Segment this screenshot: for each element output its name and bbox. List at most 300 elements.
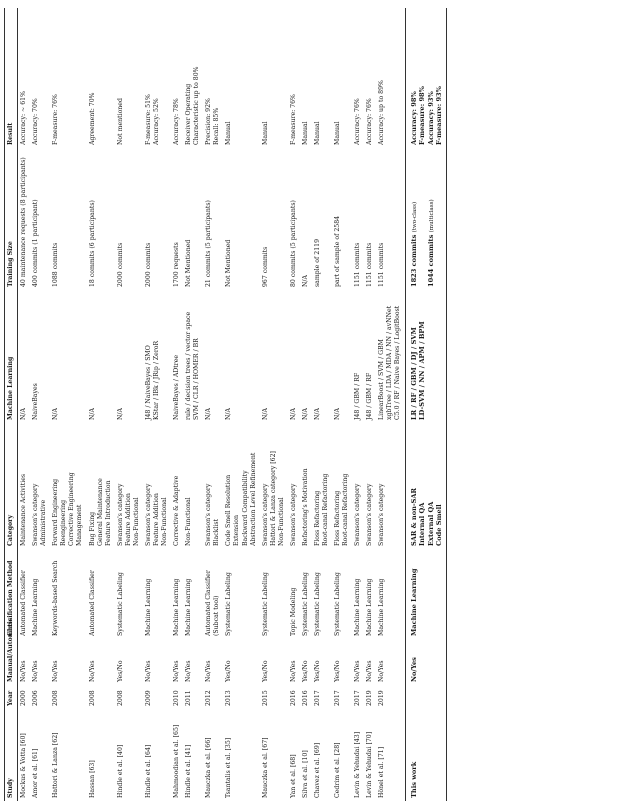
- this-work-method: Machine Learning: [405, 549, 446, 639]
- cell-result: [376, 8, 405, 148]
- cell-training-line: 21 commits (5 participants): [205, 200, 213, 287]
- cell-training: [203, 148, 223, 290]
- cell-training-line: 1700 requests: [173, 242, 181, 287]
- cell-ml-line: C5.0 / RF / Naive Bayes / LogitBoost: [394, 305, 402, 420]
- cell-category-line: Refactoring's Motivation: [301, 468, 309, 546]
- cell-category: [376, 423, 405, 549]
- cell-category: [143, 423, 171, 549]
- cell-study: Levin & Yehudai [43]: [354, 731, 362, 798]
- cell-category-line: Backward Compatibility: [241, 470, 249, 546]
- cell-study: Levin & Yehudai [70]: [366, 731, 374, 798]
- cell-year: 2017: [334, 690, 342, 706]
- cell-year: 2008: [116, 690, 124, 706]
- this-work-manual: No/Yes: [405, 639, 446, 685]
- cell-method-line: (Subcat tool): [213, 595, 221, 636]
- cell-training: [300, 148, 312, 290]
- cell-training: [183, 148, 203, 290]
- cell-ml: [300, 290, 312, 423]
- cell-result-line: Accuracy: 70%: [32, 98, 40, 145]
- cell-study: Mahmoodian et al. [65]: [173, 724, 181, 798]
- cell-ml-line: J48 / GBM / RF: [366, 372, 374, 420]
- table-row: [183, 8, 203, 801]
- cell-method: [364, 549, 376, 639]
- cell-training: [87, 148, 115, 290]
- cell-ml-line: N/A: [334, 408, 342, 420]
- cell-result: [260, 8, 288, 148]
- cell-manual: No/Yes: [173, 660, 181, 682]
- cell-manual: Yes/No: [116, 660, 124, 682]
- cell-ml-line: xgbTree / LDA / MDA / NN / avNNet: [386, 305, 394, 420]
- related-work-table: [4, 8, 447, 801]
- cell-method-line: Machine Learning: [366, 578, 374, 636]
- cell-category-line: Non-Functional: [132, 497, 140, 546]
- cell-method: [332, 549, 352, 639]
- cell-method-line: Topic Modeling: [289, 587, 297, 636]
- this-work-category-line: Code Smell: [435, 504, 444, 546]
- cell-result-line: Accuracy: 52%: [152, 98, 160, 145]
- table-row: [332, 8, 352, 801]
- cell-category-line: Non-Functional: [185, 497, 193, 546]
- this-work-ml-line: LR / RF / GBM / DJ / SVM: [409, 327, 418, 420]
- cell-category-line: Feature Introduction: [104, 480, 112, 546]
- cell-year: 2017: [354, 690, 362, 706]
- cell-result: [288, 8, 300, 148]
- cell-training-line: 1088 commits: [52, 242, 60, 287]
- cell-study: Tsantalis et al. [35]: [225, 737, 233, 798]
- cell-manual: No/Yes: [52, 660, 60, 682]
- this-work-year: [405, 685, 446, 709]
- cell-ml: [115, 290, 143, 423]
- cell-category: [171, 423, 183, 549]
- training-count: 1044 commits: [427, 234, 436, 287]
- cell-year: 2019: [366, 690, 374, 706]
- cell-training: [18, 148, 31, 290]
- cell-ml: [223, 290, 259, 423]
- cell-method: [50, 549, 86, 639]
- this-work-training-line: [427, 151, 436, 287]
- cell-training: [171, 148, 183, 290]
- cell-method-line: Machine Learning: [173, 578, 181, 636]
- cell-training: [364, 148, 376, 290]
- table-body: [18, 8, 405, 801]
- table-row: [50, 8, 86, 801]
- cell-year: 2000: [20, 690, 28, 706]
- cell-training: [376, 148, 405, 290]
- this-work-result-line: F-measure: 98%: [418, 86, 427, 145]
- cell-training: [143, 148, 171, 290]
- cell-result: [115, 8, 143, 148]
- cell-method: [143, 549, 171, 639]
- cell-result-line: Accuracy: 78%: [173, 98, 181, 145]
- cell-manual: No/Yes: [32, 660, 40, 682]
- cell-ml-line: N/A: [301, 408, 309, 420]
- cell-study: Chavez et al. [69]: [313, 742, 321, 798]
- cell-category-line: Reengineering: [60, 499, 68, 546]
- cell-study: Mauczka et al. [66]: [205, 737, 213, 798]
- this-work-category-line: External QA: [426, 501, 435, 546]
- cell-category-line: Feature Addition: [124, 493, 132, 546]
- cell-category: [312, 423, 332, 549]
- cell-study: Hindle et al. [41]: [185, 744, 193, 798]
- cell-ml: [203, 290, 223, 423]
- cell-result: [50, 8, 86, 148]
- cell-method-line: Machine Learning: [354, 578, 362, 636]
- cell-method-line: Systematic Labeling: [334, 572, 342, 636]
- cell-year: 2019: [378, 690, 386, 706]
- cell-result-line: Manual: [313, 121, 321, 145]
- cell-ml-line: NaiveBayes / ADtree: [173, 354, 181, 420]
- this-work-row: [405, 8, 446, 801]
- cell-method-line: Machine Learning: [378, 578, 386, 636]
- cell-result-line: Not mentioned: [116, 98, 124, 145]
- cell-manual: No/Yes: [88, 660, 96, 682]
- cell-year: 2017: [313, 690, 321, 706]
- cell-study: Hattori & Lanza [62]: [52, 732, 60, 798]
- cell-year: 2008: [52, 690, 60, 706]
- cell-category: [288, 423, 300, 549]
- header-machine-learning: Machine Learning: [5, 290, 18, 423]
- cell-ml-line: KStar / IBk / JRip / ZeroR: [152, 340, 160, 420]
- cell-result: [18, 8, 31, 148]
- cell-category: [203, 423, 223, 549]
- cell-result: [364, 8, 376, 148]
- cell-result-line: Manual: [261, 121, 269, 145]
- header-category: Category: [5, 423, 18, 549]
- this-work-result-line: Accuracy: 93%: [426, 91, 435, 145]
- cell-ml: [288, 290, 300, 423]
- cell-category-line: Swanson's category: [32, 483, 40, 546]
- cell-training-line: Not Mentioned: [185, 239, 193, 287]
- cell-method: [171, 549, 183, 639]
- cell-training-line: 2000 commits: [116, 242, 124, 287]
- cell-ml: [50, 290, 86, 423]
- cell-category-line: Forward Engineering: [52, 478, 60, 546]
- cell-method: [300, 549, 312, 639]
- cell-method: [223, 549, 259, 639]
- cell-category-line: Management: [76, 504, 84, 546]
- cell-study: Hassan [63]: [88, 760, 96, 798]
- cell-category: [300, 423, 312, 549]
- cell-year: 2013: [225, 690, 233, 706]
- cell-category-line: Non-Functional: [277, 497, 285, 546]
- cell-result-line: Manual: [334, 121, 342, 145]
- cell-training: [30, 148, 50, 290]
- cell-manual: Yes/No: [261, 660, 269, 682]
- cell-ml: [18, 290, 31, 423]
- cell-ml: [332, 290, 352, 423]
- cell-manual: Yes/No: [225, 660, 233, 682]
- cell-year: 2016: [289, 690, 297, 706]
- this-work-body: [405, 8, 446, 801]
- cell-method-line: Machine Learning: [32, 578, 40, 636]
- cell-method-line: Systematic Labeling: [116, 572, 124, 636]
- this-work-ml-line: LD-SVM / NN / APM / BPM: [418, 321, 427, 420]
- cell-result: [183, 8, 203, 148]
- cell-year: 2011: [185, 690, 193, 706]
- cell-category-line: Swanson's category: [116, 483, 124, 546]
- table-row: [352, 8, 364, 801]
- cell-method-line: Keywords-based Search: [52, 560, 60, 636]
- cell-manual: Yes/No: [334, 660, 342, 682]
- cell-result-line: F-measure: 76%: [52, 94, 60, 145]
- cell-ml-line: N/A: [313, 408, 321, 420]
- cell-result-line: F-measure: 76%: [289, 94, 297, 145]
- cell-method: [18, 549, 31, 639]
- table-row: [203, 8, 223, 801]
- cell-ml-line: N/A: [289, 408, 297, 420]
- cell-year: 2009: [144, 690, 152, 706]
- cell-method-line: Systematic Labeling: [225, 572, 233, 636]
- cell-year: 2008: [88, 690, 96, 706]
- header-study: Study: [5, 709, 18, 801]
- cell-training-line: part of sample of 2584: [334, 215, 342, 287]
- cell-training: [352, 148, 364, 290]
- cell-training-line: 1151 commits: [354, 242, 362, 287]
- cell-ml-line: rule / decision trees / vector space: [185, 311, 193, 420]
- cell-result-line: F-measure: 51%: [144, 94, 152, 145]
- this-work-category: [405, 423, 446, 549]
- cell-training-line: N/A: [301, 275, 309, 287]
- cell-category: [260, 423, 288, 549]
- table-row: [312, 8, 332, 801]
- cell-category-line: Extension: [233, 514, 241, 546]
- cell-method-line: Machine Learning: [185, 578, 193, 636]
- cell-ml-line: SVM / CLR / HOMER / BR: [193, 338, 201, 420]
- training-note: (two-class): [411, 201, 418, 233]
- cell-year: 2012: [205, 690, 213, 706]
- table-row: [223, 8, 259, 801]
- cell-category: [183, 423, 203, 549]
- cell-manual: No/Yes: [144, 660, 152, 682]
- table-row: [171, 8, 183, 801]
- header-training-size: Training Size: [5, 148, 18, 290]
- cell-category-line: Feature Addition: [152, 493, 160, 546]
- table-row: [260, 8, 288, 801]
- cell-method: [312, 549, 332, 639]
- cell-method: [203, 549, 223, 639]
- cell-category: [115, 423, 143, 549]
- table-row: [364, 8, 376, 801]
- cell-result-line: Accuracy: 76%: [354, 98, 362, 145]
- cell-result: [171, 8, 183, 148]
- cell-manual: Yes/No: [313, 660, 321, 682]
- cell-category: [332, 423, 352, 549]
- cell-method: [352, 549, 364, 639]
- cell-ml: [171, 290, 183, 423]
- cell-result: [332, 8, 352, 148]
- cell-result: [352, 8, 364, 148]
- table-header-row: [5, 8, 18, 801]
- cell-method-line: Automated Classifier: [205, 570, 213, 636]
- this-work-category-line: Internal QA: [418, 502, 427, 546]
- cell-result-line: Accuracy: ~ 61%: [20, 91, 28, 145]
- cell-manual: No/Yes: [20, 660, 28, 682]
- this-work-ml: [405, 290, 446, 423]
- cell-study: Hindle et al. [40]: [116, 744, 124, 798]
- cell-method-line: Automated Classifier: [20, 570, 28, 636]
- cell-training-line: 2000 commits: [144, 242, 152, 287]
- cell-training: [288, 148, 300, 290]
- cell-ml: [376, 290, 405, 423]
- cell-category-line: Bug Fixing: [88, 511, 96, 546]
- cell-manual: No/Yes: [205, 660, 213, 682]
- cell-result: [223, 8, 259, 148]
- cell-method: [30, 549, 50, 639]
- table-row: [18, 8, 31, 801]
- cell-method-line: Systematic Labeling: [313, 572, 321, 636]
- cell-category: [87, 423, 115, 549]
- cell-category-line: Maintenance Activities: [20, 473, 28, 546]
- cell-ml-line: J48 / NaiveBayes / SMO: [144, 345, 152, 420]
- table-row: [30, 8, 50, 801]
- cell-result: [203, 8, 223, 148]
- cell-ml-line: NaiveBayes: [32, 383, 40, 420]
- this-work-result: [405, 8, 446, 148]
- cell-category-line: Swanson's category: [354, 483, 362, 546]
- cell-ml-line: N/A: [205, 408, 213, 420]
- table-row: [115, 8, 143, 801]
- cell-category-line: Swanson's category: [144, 483, 152, 546]
- cell-method: [260, 549, 288, 639]
- cell-category-line: Root-canal Refactoring: [322, 473, 329, 546]
- cell-method-line: Systematic Labeling: [261, 572, 269, 636]
- cell-ml: [260, 290, 288, 423]
- this-work-result-line: Accuracy: 98%: [409, 91, 418, 145]
- cell-study: Yan et al. [68]: [289, 754, 297, 798]
- cell-category-line: Swanson's category: [261, 483, 269, 546]
- cell-result-line: Recall: 85%: [213, 107, 221, 145]
- cell-category-line: Swanson's category: [205, 483, 213, 546]
- cell-ml: [30, 290, 50, 423]
- header-year: Year: [5, 685, 18, 709]
- cell-manual: No/Yes: [289, 660, 297, 682]
- cell-ml: [143, 290, 171, 423]
- cell-category-line: Swanson's category: [366, 483, 374, 546]
- cell-ml: [183, 290, 203, 423]
- cell-category-line: General Maintenance: [96, 478, 104, 546]
- table-row: [376, 8, 405, 801]
- cell-method-line: Systematic Labeling: [301, 572, 309, 636]
- this-work-study: This work: [405, 709, 446, 801]
- cell-method: [115, 549, 143, 639]
- cell-category-line: Non-Functional: [161, 497, 168, 546]
- cell-training: [260, 148, 288, 290]
- header-manual-automatic: Manual/Automatic: [5, 639, 18, 685]
- cell-training-line: 1151 commits: [378, 242, 386, 287]
- cell-ml: [87, 290, 115, 423]
- cell-result-line: Manual: [225, 121, 233, 145]
- training-count: 1823 commits: [409, 234, 418, 287]
- cell-ml: [312, 290, 332, 423]
- cell-study: Mockus & Votta [60]: [20, 733, 28, 798]
- cell-ml: [364, 290, 376, 423]
- table-row: [300, 8, 312, 801]
- cell-training: [223, 148, 259, 290]
- header-classification-method: Classification Method: [5, 549, 18, 639]
- this-work-category-line: SAR & non-SAR: [409, 488, 418, 546]
- cell-category: [364, 423, 376, 549]
- cell-category-line: Hattori & Lanza category [62]: [269, 451, 277, 546]
- cell-result: [87, 8, 115, 148]
- cell-manual: No/Yes: [378, 660, 386, 682]
- cell-training: [332, 148, 352, 290]
- cell-study: Silva et al. [10]: [301, 750, 309, 798]
- cell-ml: [352, 290, 364, 423]
- cell-result-line: Precision: 92%: [205, 98, 213, 145]
- cell-category-line: Swanson's category: [289, 483, 297, 546]
- this-work-result-line: F-measure: 93%: [435, 86, 444, 145]
- cell-category: [30, 423, 50, 549]
- cell-ml-line: N/A: [225, 408, 233, 420]
- cell-result-line: Characteristic up to 80%: [193, 66, 201, 145]
- cell-year: 2015: [261, 690, 269, 706]
- cell-ml-line: J48 / GBM / RF: [354, 372, 362, 420]
- cell-ml-line: N/A: [116, 408, 124, 420]
- cell-study: Amor et al. [61]: [32, 748, 40, 798]
- cell-category: [223, 423, 259, 549]
- cell-method-line: Machine Learning: [144, 578, 152, 636]
- cell-training-line: sample of 2119: [313, 238, 321, 287]
- cell-study: Mauczka et al. [67]: [261, 737, 269, 798]
- cell-result-line: Accuracy: 76%: [366, 98, 374, 145]
- table-row: [87, 8, 115, 801]
- cell-category: [50, 423, 86, 549]
- cell-manual: No/Yes: [354, 660, 362, 682]
- cell-method: [288, 549, 300, 639]
- cell-category-line: Abstraction Level Refinement: [249, 452, 257, 546]
- cell-result-line: Receiver Operating: [185, 83, 193, 145]
- cell-training-line: 40 maintenance requests (8 participants): [20, 157, 28, 287]
- cell-ml-line: N/A: [52, 408, 60, 420]
- cell-result-line: Accuracy: up to 89%: [378, 80, 386, 145]
- cell-category-line: Blacklist: [213, 518, 221, 546]
- cell-training-line: 400 commits (1 participant): [32, 199, 40, 287]
- cell-training: [312, 148, 332, 290]
- cell-training: [50, 148, 86, 290]
- cell-method: [87, 549, 115, 639]
- cell-result: [143, 8, 171, 148]
- cell-year: 2010: [173, 690, 181, 706]
- cell-result-line: Agreement: 70%: [88, 92, 96, 145]
- cell-category-line: Root-canal Refactoring: [342, 473, 350, 546]
- cell-method-line: Automated Classifier: [88, 570, 96, 636]
- cell-year: 2016: [301, 690, 309, 706]
- cell-category: [352, 423, 364, 549]
- cell-study: Hindle et al. [64]: [144, 744, 152, 798]
- cell-method: [376, 549, 405, 639]
- cell-manual: No/Yes: [366, 660, 374, 682]
- cell-training-line: Not Mentioned: [225, 239, 233, 287]
- cell-category-line: Floss Refactoring: [334, 490, 342, 546]
- cell-ml-line: N/A: [88, 408, 96, 420]
- cell-category-line: Corrective Engineering: [68, 472, 76, 546]
- cell-result: [312, 8, 332, 148]
- table-row: [288, 8, 300, 801]
- cell-result: [30, 8, 50, 148]
- cell-category-line: Floss Refactoring: [313, 490, 321, 546]
- this-work-training-line: [410, 151, 419, 287]
- table-row: [143, 8, 171, 801]
- this-work-training-spacer: [419, 151, 428, 287]
- cell-ml-line: LinearBoost / SVM / GBM: [378, 339, 386, 420]
- cell-manual: No/Yes: [185, 660, 193, 682]
- training-note: (multiclass): [429, 199, 436, 233]
- cell-result: [300, 8, 312, 148]
- cell-training-line: 1151 commits: [366, 242, 374, 287]
- cell-training-line: 80 commits (5 participants): [289, 200, 297, 287]
- cell-training-line: 967 commits: [261, 246, 269, 287]
- header-result: Result: [5, 8, 18, 148]
